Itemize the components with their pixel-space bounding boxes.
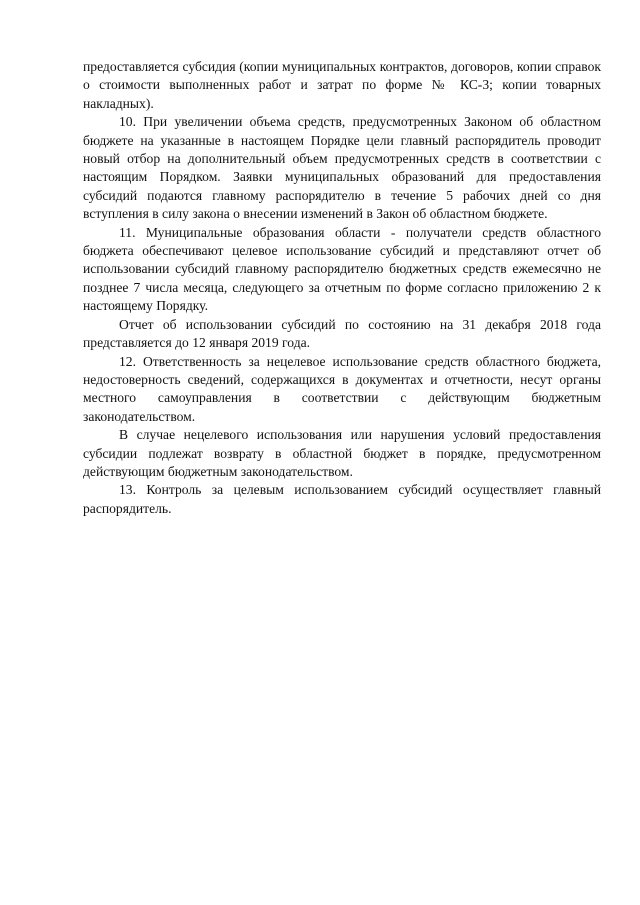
paragraph-report-deadline: Отчет об использовании субсидий по состоянию на 31 декабря 2018 года представляется до 12 января 2019 года. bbox=[83, 316, 601, 351]
paragraph-item-10: 10. При увеличении объема средств, предусмотренных Законом об областном бюджете на указанные в настоящем Порядке цели главный распорядитель проводит новый отбор на дополнительный объем предусмотренных средств в соответствии с настоящим Порядком. Заявки муниципальных образований для предоставления субсидий подаются главному распорядителю в течение 5 рабочих дней со дня вступления в силу закона о внесении изменений в Закон об областном бюджете. bbox=[83, 114, 601, 222]
paragraph-item-13: 13. Контроль за целевым использованием субсидий осуществляет главный распорядитель. bbox=[83, 482, 601, 516]
paragraph-item-11: 11. Муниципальные образования области - получатели средств областного бюджета обеспечивают целевое использование субсидий и представляют отчет об использовании субсидий главному распорядителю бюджетных средств ежемесячно не позднее 7 числа месяца, следующего за отчетным по форме согласно приложению 2 к настоящему Порядку. bbox=[83, 224, 601, 314]
paragraph-misuse-refund: В случае нецелевого использования или нарушения условий предоставления субсидии подлежат возврату в областной бюджет в порядке, предусмотренном действующим бюджетным законодательством. bbox=[83, 427, 601, 479]
document-body bbox=[83, 58, 601, 518]
paragraph-item-12: 12. Ответственность за нецелевое использование средств областного бюджета, недостоверность сведений, содержащихся в документах и отчетности, несут органы местного самоуправления в соответствии с действующим бюджетным законодательством. bbox=[83, 353, 601, 424]
paragraph-continuation: предоставляется субсидия (копии муниципальных контрактов, договоров, копии справок о стоимости выполненных работ и затрат по форме № КС-3; копии товарных накладных). bbox=[83, 59, 601, 111]
